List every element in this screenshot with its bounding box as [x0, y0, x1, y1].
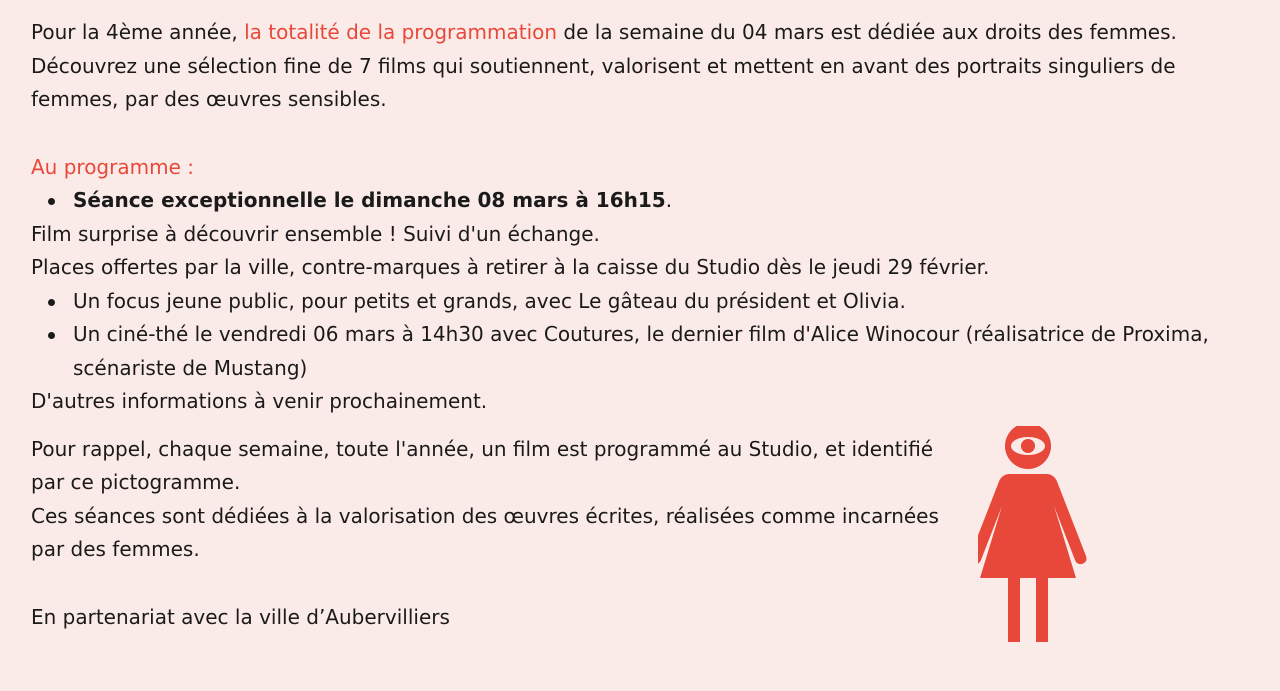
intro-paragraph-2: Découvrez une sélection fine de 7 films qui soutiennent, valorisent et mettent en avant des portraits singuliers de femmes, par des œuvres sensibles. [31, 53, 1176, 111]
intro-highlight: la totalité de la programmation [244, 20, 558, 44]
intro-text-tail: de la semaine du 04 mars est dédiée aux droits des femmes. [557, 20, 1177, 44]
places-text: Places offertes par la ville, contre-marques à retirer à la caisse du Studio dès le jeudi 29 février. [31, 255, 990, 279]
list-item [31, 184, 1246, 218]
reminder-paragraph-1: Pour rappel, chaque semaine, toute l'année, un film est programmé au Studio, et identifié par ce pictogramme. [31, 436, 934, 494]
seance-title-tail: . [665, 188, 673, 212]
list-item: Un ciné-thé le vendredi 06 mars à 14h30 avec Coutures, le dernier film d'Alice Winocour (réalisatrice de Proxima, scénariste de Mustang) [31, 318, 1246, 385]
more-info-text: D'autres informations à venir prochainement. [31, 389, 488, 413]
seance-title: Séance exceptionnelle le dimanche 08 mars à 16h15 [73, 188, 666, 212]
woman-eye-icon [978, 426, 1090, 646]
programme-list-1 [31, 184, 1246, 218]
surprise-text: Film surprise à découvrir ensemble ! Suivi d'un échange. [31, 221, 600, 246]
reminder-paragraph-2: Ces séances sont dédiées à la valorisation des œuvres écrites, réalisées comme incarnées par des femmes. [31, 503, 939, 561]
intro-text: Pour la 4ème année, [31, 20, 245, 44]
intro-paragraph-1 [31, 16, 1246, 50]
programme-list-2 [31, 285, 1246, 386]
partner-text: En partenariat avec la ville d’Aubervilliers [31, 604, 450, 629]
list-item: Un focus jeune public, pour petits et grands, avec Le gâteau du président et Olivia. [31, 285, 1246, 319]
programme-heading: Au programme : [31, 154, 194, 179]
